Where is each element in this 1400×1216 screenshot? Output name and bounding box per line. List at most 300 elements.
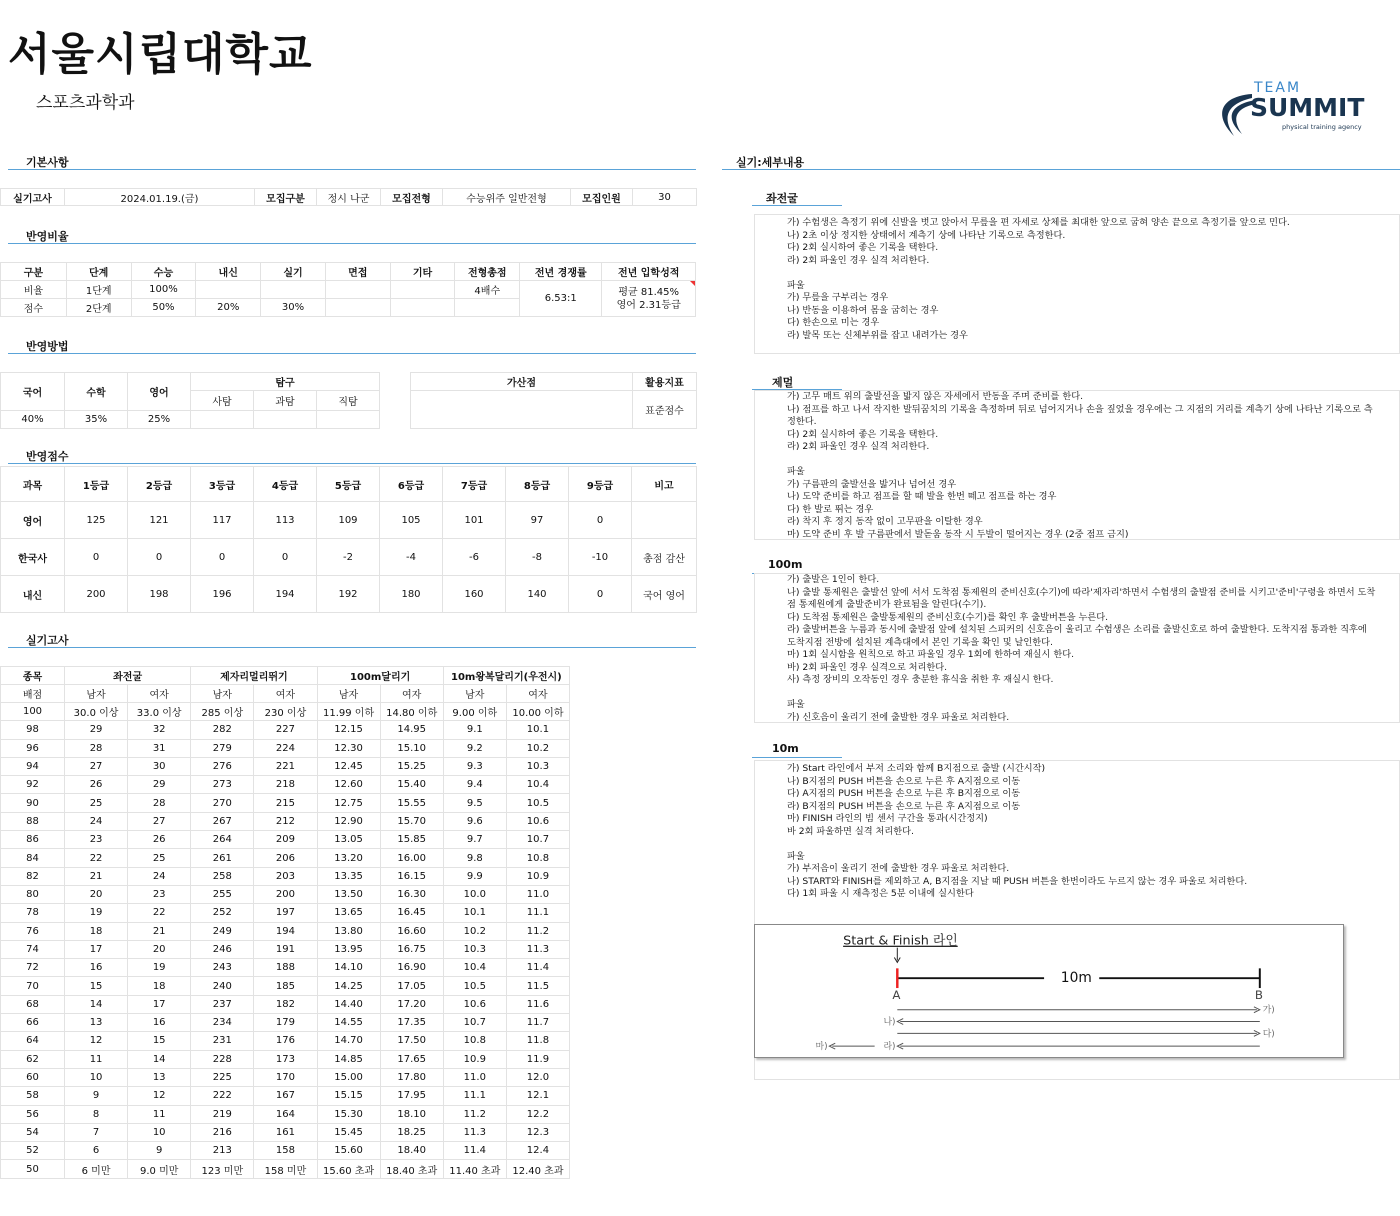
section-ratio: 반영비율: [8, 228, 696, 244]
exam-record-cell: 285 이상: [191, 703, 254, 721]
detail-100m-text: 가) 출발은 1인이 한다. 나) 출발 통제원은 출발선 앞에 서서 도착점 통제원의 준비신호(수기)에 따라'제자리'하면서 수험생의 출발점 준비를 시키고'준비'구령을 하면서 도착 점 통제원에게 출발준비가 완료됨을 알린다(수기). 다) 도착점 통제원은 출발통제원의 준비신호(수기)를 확인 후 출발버튼을 누른다. 라) 출발버튼을 누름과 동시에 출발점 앞에 설치된 스피커의 신호음이 울리고 수험생은 소리를 출발신호로 하여 출발한다. 도착지점 통과한 직후에 도착지점 전방에 설치된 계측대에서 본인 기록을 확인 및 날인한다. 마) 1회 실시함을 원칙으로 하고 파울일 경우 1회에 한하여 재실시 한다. 바) 2회 파울인 경우 실격으로 처리한다. 사) 측정 장비의 오작동인 경우 충분한 휴식을 취한 후 재실시 한다. 파울 가) 신호음이 울리기 전에 출발한 경우 파울로 처리한다.: [754, 573, 1400, 723]
exam-record-cell: 213: [191, 1142, 254, 1160]
exam-row: [1, 867, 570, 885]
exam-record-cell: 15.40: [380, 776, 443, 794]
exam-row: [1, 831, 570, 849]
ratio-cell: 비율: [1, 281, 67, 299]
exam-record-cell: 16: [65, 959, 128, 977]
ratio-admission: [602, 281, 696, 317]
exam-record-cell: 10.7: [443, 1014, 506, 1032]
exam-record-cell: 182: [254, 995, 317, 1013]
exam-record-cell: 10.8: [443, 1032, 506, 1050]
exam-record-cell: 11.3: [506, 940, 569, 958]
method-eng-label: 영어: [128, 373, 191, 411]
score-cell: 121: [128, 502, 191, 539]
exam-record-cell: 11.9: [506, 1050, 569, 1068]
method-jik-label: 직탐: [317, 391, 380, 411]
exam-record-cell: 273: [191, 776, 254, 794]
exam-record-cell: 16.90: [380, 959, 443, 977]
exam-record-cell: 13.80: [317, 922, 380, 940]
exam-record-cell: 21: [65, 867, 128, 885]
ratio-cell: [390, 281, 455, 299]
exam-record-cell: 15: [128, 1032, 191, 1050]
exam-record-cell: 164: [254, 1105, 317, 1123]
exam-score-cell: 82: [1, 867, 65, 885]
exam-score-cell: 52: [1, 1142, 65, 1160]
exam-record-cell: 10.2: [443, 922, 506, 940]
exam-record-cell: 224: [254, 739, 317, 757]
exam-record-cell: 10: [65, 1068, 128, 1086]
exam-record-cell: 13.50: [317, 885, 380, 903]
exam-record-cell: 10.3: [443, 940, 506, 958]
section-score: 반영점수: [8, 448, 696, 464]
exam-record-cell: 33.0 이상: [128, 703, 191, 721]
exam-record-cell: 237: [191, 995, 254, 1013]
exam-score-cell: 80: [1, 885, 65, 903]
detail-title-100m: 100m: [752, 558, 842, 574]
exam-event-header: 제자리멀리뛰기: [191, 667, 317, 685]
diagram-ga-label: 가): [1262, 1005, 1275, 1016]
detail-10m-text: 가) Start 라인에서 부저 소리와 함께 B지점으로 출발 (시간시작) 나) B지점의 PUSH 버튼을 손으로 누른 후 A지점으로 이동 다) A지점의 PUSH 버튼을 손으로 누른 후 B지점으로 이동 라) B지점의 PUSH 버튼을 손으로 누른 후 A지점으로 이동 마) FINISH 라인의 빔 센서 구간을 통과(시간정지) 바 2회 파울하면 실격 처리한다. 파울 가) 부저음이 울리기 전에 출발한 경우 파울로 처리한다. 나) START와 FINISH를 제외하고 A, B지점을 지날 때 PUSH 버튼을 한번이라도 누르지 않는 경우 파울로 처리한다. 다) 1회 파울 시 재측정은 5분 이내에 실시한다: [754, 760, 1400, 1080]
exam-record-cell: 7: [65, 1123, 128, 1141]
exam-female-header: 여자: [506, 685, 569, 703]
ratio-table: [0, 262, 696, 317]
score-subject: 내신: [1, 576, 65, 613]
ratio-cell: [455, 299, 520, 317]
exam-record-cell: 246: [191, 940, 254, 958]
ratio-cell: 20%: [196, 299, 261, 317]
exam-record-cell: 24: [128, 867, 191, 885]
exam-record-cell: 12.0: [506, 1068, 569, 1086]
exam-record-cell: 17: [128, 995, 191, 1013]
exam-row: [1, 776, 570, 794]
exam-record-cell: 11.0: [506, 885, 569, 903]
exam-record-cell: 191: [254, 940, 317, 958]
score-cell: 0: [569, 502, 632, 539]
exam-record-cell: 158 미만: [254, 1160, 317, 1178]
exam-record-cell: 15.15: [317, 1087, 380, 1105]
exam-record-cell: 28: [65, 739, 128, 757]
exam-record-cell: 14.10: [317, 959, 380, 977]
exam-record-cell: 11.5: [506, 977, 569, 995]
exam-record-cell: 13.65: [317, 904, 380, 922]
exam-record-cell: 6: [65, 1142, 128, 1160]
exam-score-header: 배점: [1, 685, 65, 703]
exam-record-cell: 13.95: [317, 940, 380, 958]
logo-team-text: TEAM: [1254, 80, 1302, 96]
exam-record-cell: 18.25: [380, 1123, 443, 1141]
score-cell: 0: [254, 539, 317, 576]
exam-row: [1, 1160, 570, 1178]
exam-record-cell: 9.2: [443, 739, 506, 757]
exam-score-cell: 50: [1, 1160, 65, 1178]
exam-record-cell: 9.4: [443, 776, 506, 794]
exam-record-cell: 170: [254, 1068, 317, 1086]
exam-record-cell: 10: [128, 1123, 191, 1141]
exam-record-cell: 9.6: [443, 812, 506, 830]
exam-record-cell: 12: [65, 1032, 128, 1050]
method-table: [0, 372, 380, 429]
ratio-header: 실기: [261, 263, 326, 281]
exam-score-cell: 78: [1, 904, 65, 922]
exam-record-cell: 14: [128, 1050, 191, 1068]
exam-score-cell: 58: [1, 1087, 65, 1105]
score-header: 과목: [1, 467, 65, 502]
exam-record-cell: 12: [128, 1087, 191, 1105]
exam-record-cell: 16.75: [380, 940, 443, 958]
exam-record-cell: 249: [191, 922, 254, 940]
score-cell: 200: [65, 576, 128, 613]
exam-record-cell: 9.7: [443, 831, 506, 849]
exam-record-cell: 231: [191, 1032, 254, 1050]
method-tamgu-label: 탐구: [191, 373, 380, 391]
exam-record-cell: 18: [65, 922, 128, 940]
basic-label-type: 모집전형: [381, 189, 443, 206]
exam-score-cell: 56: [1, 1105, 65, 1123]
score-cell: 180: [380, 576, 443, 613]
exam-record-cell: 188: [254, 959, 317, 977]
exam-record-cell: 200: [254, 885, 317, 903]
exam-score-cell: 88: [1, 812, 65, 830]
logo-summit-text: SUMMIT: [1250, 93, 1365, 122]
ratio-cell: 30%: [261, 299, 326, 317]
exam-male-header: 남자: [65, 685, 128, 703]
exam-row: [1, 1105, 570, 1123]
ratio-cell: 점수: [1, 299, 67, 317]
exam-record-cell: 17.35: [380, 1014, 443, 1032]
exam-record-cell: 10.2: [506, 739, 569, 757]
exam-male-header: 남자: [191, 685, 254, 703]
exam-record-cell: 9.00 이하: [443, 703, 506, 721]
exam-record-cell: 10.9: [443, 1050, 506, 1068]
page-subtitle: 스포츠과학과: [36, 93, 135, 113]
exam-record-cell: 11.99 이하: [317, 703, 380, 721]
exam-row: [1, 794, 570, 812]
exam-row: [1, 739, 570, 757]
exam-record-cell: 15.60: [317, 1142, 380, 1160]
exam-record-cell: 30: [128, 757, 191, 775]
exam-record-cell: 15.60 초과: [317, 1160, 380, 1178]
score-cell: 198: [128, 576, 191, 613]
exam-record-cell: 12.2: [506, 1105, 569, 1123]
exam-record-cell: 9.5: [443, 794, 506, 812]
exam-record-cell: 252: [191, 904, 254, 922]
exam-record-cell: 234: [191, 1014, 254, 1032]
exam-record-cell: 22: [128, 904, 191, 922]
score-cell: 0: [128, 539, 191, 576]
exam-record-cell: 11.2: [443, 1105, 506, 1123]
section-exam: 실기고사: [8, 632, 696, 648]
exam-record-cell: 21: [128, 922, 191, 940]
score-header: 8등급: [506, 467, 569, 502]
exam-record-cell: 15.45: [317, 1123, 380, 1141]
exam-record-cell: 276: [191, 757, 254, 775]
score-cell: 0: [191, 539, 254, 576]
basic-value-exam-date: 2024.01.19.(금): [65, 189, 255, 206]
exam-record-cell: 17.65: [380, 1050, 443, 1068]
ratio-header: 구분: [1, 263, 67, 281]
exam-record-cell: 228: [191, 1050, 254, 1068]
exam-female-header: 여자: [380, 685, 443, 703]
exam-row: [1, 977, 570, 995]
score-cell: 192: [317, 576, 380, 613]
method-bonus-table: [410, 372, 697, 429]
exam-record-cell: 15.25: [380, 757, 443, 775]
exam-record-cell: 167: [254, 1087, 317, 1105]
exam-record-cell: 185: [254, 977, 317, 995]
exam-record-cell: 209: [254, 831, 317, 849]
exam-record-cell: 203: [254, 867, 317, 885]
exam-record-cell: 219: [191, 1105, 254, 1123]
exam-record-cell: 30.0 이상: [65, 703, 128, 721]
exam-record-cell: 9.3: [443, 757, 506, 775]
exam-event-header: 10m왕복달리기(우전시): [443, 667, 569, 685]
exam-record-cell: 215: [254, 794, 317, 812]
score-header: 4등급: [254, 467, 317, 502]
exam-record-cell: 12.60: [317, 776, 380, 794]
exam-record-cell: 12.90: [317, 812, 380, 830]
ratio-cell: [325, 281, 390, 299]
exam-record-cell: 11.8: [506, 1032, 569, 1050]
exam-record-cell: 18: [128, 977, 191, 995]
exam-record-cell: 261: [191, 849, 254, 867]
diagram-a-label: A: [892, 987, 901, 1002]
exam-record-cell: 12.3: [506, 1123, 569, 1141]
exam-record-cell: 18.40: [380, 1142, 443, 1160]
exam-record-cell: 13: [65, 1014, 128, 1032]
ratio-admission-avg: 평균 81.45%: [618, 286, 680, 298]
ratio-header: 수능: [131, 263, 196, 281]
diagram-distance-label: 10m: [1060, 970, 1092, 987]
diagram-b-label: B: [1254, 987, 1263, 1002]
exam-record-cell: 12.45: [317, 757, 380, 775]
score-cell: 101: [443, 502, 506, 539]
exam-event-header: 100m달리기: [317, 667, 443, 685]
exam-score-cell: 96: [1, 739, 65, 757]
exam-row: [1, 812, 570, 830]
basic-value-group: 정시 나군: [317, 189, 381, 206]
ratio-admission-eng: 영어 2.31등급: [616, 299, 681, 311]
score-cell: 105: [380, 502, 443, 539]
ratio-header: 전형총점: [455, 263, 520, 281]
score-cell: -4: [380, 539, 443, 576]
exam-record-cell: 20: [128, 940, 191, 958]
ratio-header: 면접: [325, 263, 390, 281]
exam-record-cell: 23: [65, 831, 128, 849]
exam-female-header: 여자: [254, 685, 317, 703]
exam-record-cell: 212: [254, 812, 317, 830]
exam-score-cell: 98: [1, 721, 65, 739]
exam-score-cell: 54: [1, 1123, 65, 1141]
exam-record-cell: 29: [128, 776, 191, 794]
basic-info-table: [0, 188, 697, 206]
exam-record-cell: 9: [128, 1142, 191, 1160]
exam-record-cell: 15.10: [380, 739, 443, 757]
exam-record-cell: 18.10: [380, 1105, 443, 1123]
exam-record-cell: 17.05: [380, 977, 443, 995]
ratio-cell: [325, 299, 390, 317]
exam-row: [1, 1014, 570, 1032]
exam-record-cell: 18.40 초과: [380, 1160, 443, 1178]
exam-record-cell: 12.40 초과: [506, 1160, 569, 1178]
exam-record-cell: 17.50: [380, 1032, 443, 1050]
method-bonus-label: 가산점: [411, 373, 633, 391]
score-cell: 113: [254, 502, 317, 539]
diagram-na-label: 나): [883, 1017, 896, 1028]
exam-record-cell: 17.20: [380, 995, 443, 1013]
exam-record-cell: 10.8: [506, 849, 569, 867]
exam-record-cell: 123 미만: [191, 1160, 254, 1178]
exam-record-cell: 11.1: [443, 1087, 506, 1105]
exam-record-cell: 16.15: [380, 867, 443, 885]
team-summit-logo: [1212, 78, 1392, 142]
exam-record-cell: 15.00: [317, 1068, 380, 1086]
exam-record-cell: 12.4: [506, 1142, 569, 1160]
section-method: 반영방법: [8, 338, 696, 354]
exam-record-cell: 173: [254, 1050, 317, 1068]
exam-record-cell: 13.20: [317, 849, 380, 867]
exam-score-cell: 90: [1, 794, 65, 812]
exam-record-cell: 26: [128, 831, 191, 849]
exam-female-header: 여자: [128, 685, 191, 703]
score-cell: -8: [506, 539, 569, 576]
exam-record-cell: 29: [65, 721, 128, 739]
exam-row: [1, 849, 570, 867]
diagram-da-label: 다): [1262, 1029, 1275, 1040]
exam-record-cell: 11.2: [506, 922, 569, 940]
page-title: 서울시립대학교: [8, 29, 313, 80]
exam-score-cell: 66: [1, 1014, 65, 1032]
exam-record-cell: 14.95: [380, 721, 443, 739]
exam-record-cell: 11.4: [506, 959, 569, 977]
exam-record-cell: 16.60: [380, 922, 443, 940]
exam-record-cell: 25: [128, 849, 191, 867]
exam-record-cell: 23: [128, 885, 191, 903]
exam-score-cell: 94: [1, 757, 65, 775]
exam-record-cell: 11: [128, 1105, 191, 1123]
exam-score-cell: 76: [1, 922, 65, 940]
exam-record-cell: 27: [128, 812, 191, 830]
exam-score-cell: 74: [1, 940, 65, 958]
section-basic: 기본사항: [8, 154, 696, 170]
exam-record-cell: 11.3: [443, 1123, 506, 1141]
exam-record-cell: 20: [65, 885, 128, 903]
basic-label-quota: 모집인원: [571, 189, 633, 206]
exam-record-cell: 264: [191, 831, 254, 849]
method-kor-label: 국어: [1, 373, 65, 411]
exam-record-cell: 16.00: [380, 849, 443, 867]
score-header: 2등급: [128, 467, 191, 502]
ratio-cell: 1단계: [66, 281, 131, 299]
score-cell: -2: [317, 539, 380, 576]
exam-record-cell: 10.00 이하: [506, 703, 569, 721]
score-header: 1등급: [65, 467, 128, 502]
exam-record-cell: 14.55: [317, 1014, 380, 1032]
ratio-competition: 6.53:1: [520, 281, 602, 317]
exam-record-cell: 14: [65, 995, 128, 1013]
exam-record-cell: 14.85: [317, 1050, 380, 1068]
exam-record-cell: 15.55: [380, 794, 443, 812]
exam-record-cell: 8: [65, 1105, 128, 1123]
ratio-header: 내신: [196, 263, 261, 281]
diagram-ma-label: 마): [815, 1042, 828, 1053]
score-cell: 국어 영어: [632, 576, 697, 613]
exam-record-cell: 10.4: [443, 959, 506, 977]
exam-row: [1, 721, 570, 739]
score-cell: 97: [506, 502, 569, 539]
exam-record-cell: 279: [191, 739, 254, 757]
exam-record-cell: 11.0: [443, 1068, 506, 1086]
score-header: 5등급: [317, 467, 380, 502]
exam-record-cell: 10.5: [443, 977, 506, 995]
basic-value-quota: 30: [633, 189, 697, 206]
exam-row: [1, 757, 570, 775]
ratio-cell: 50%: [131, 299, 196, 317]
exam-record-cell: 218: [254, 776, 317, 794]
exam-record-cell: 16.30: [380, 885, 443, 903]
exam-score-cell: 62: [1, 1050, 65, 1068]
exam-record-cell: 13: [128, 1068, 191, 1086]
method-index-label: 활용지표: [633, 373, 697, 391]
exam-record-cell: 14.40: [317, 995, 380, 1013]
exam-record-cell: 176: [254, 1032, 317, 1050]
score-row: [1, 539, 697, 576]
basic-label-exam: 실기고사: [1, 189, 65, 206]
ratio-cell: [390, 299, 455, 317]
exam-record-cell: 10.9: [506, 867, 569, 885]
exam-record-cell: 19: [65, 904, 128, 922]
ratio-cell: 4배수: [455, 281, 520, 299]
exam-row: [1, 885, 570, 903]
exam-row: [1, 904, 570, 922]
exam-record-cell: 9.8: [443, 849, 506, 867]
exam-record-cell: 16: [128, 1014, 191, 1032]
exam-record-cell: 28: [128, 794, 191, 812]
score-row: [1, 502, 697, 539]
exam-record-cell: 10.3: [506, 757, 569, 775]
exam-record-cell: 11: [65, 1050, 128, 1068]
exam-score-cell: 92: [1, 776, 65, 794]
method-index-value: 표준점수: [633, 391, 697, 429]
score-cell: 125: [65, 502, 128, 539]
exam-record-cell: 9.9: [443, 867, 506, 885]
exam-record-cell: 9: [65, 1087, 128, 1105]
score-subject: 영어: [1, 502, 65, 539]
exam-record-cell: 10.1: [506, 721, 569, 739]
ratio-cell: 2단계: [66, 299, 131, 317]
exam-record-cell: 27: [65, 757, 128, 775]
score-cell: -10: [569, 539, 632, 576]
score-header: 3등급: [191, 467, 254, 502]
exam-record-cell: 225: [191, 1068, 254, 1086]
score-header: 비고: [632, 467, 697, 502]
score-header: 6등급: [380, 467, 443, 502]
diagram-start-label: Start & Finish 라인: [843, 933, 958, 949]
exam-record-cell: 227: [254, 721, 317, 739]
exam-record-cell: 222: [191, 1087, 254, 1105]
exam-record-cell: 14.25: [317, 977, 380, 995]
score-cell: 0: [569, 576, 632, 613]
method-math-value: 35%: [65, 411, 128, 429]
exam-record-cell: 194: [254, 922, 317, 940]
exam-record-cell: 255: [191, 885, 254, 903]
exam-record-cell: 179: [254, 1014, 317, 1032]
basic-label-group: 모집구분: [255, 189, 317, 206]
method-math-label: 수학: [65, 373, 128, 411]
method-eng-value: 25%: [128, 411, 191, 429]
exam-record-cell: 15.70: [380, 812, 443, 830]
exam-score-cell: 70: [1, 977, 65, 995]
